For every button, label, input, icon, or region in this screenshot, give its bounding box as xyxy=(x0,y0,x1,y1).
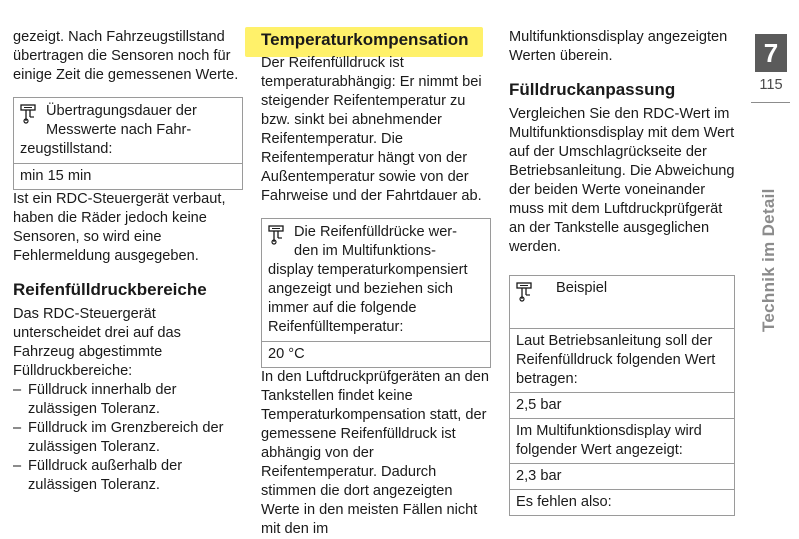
range-list xyxy=(13,381,241,495)
paragraph: Multifunktionsdisplay angezeigten Werten überein. xyxy=(509,29,728,64)
section-heading xyxy=(261,29,496,51)
gauge-tool-icon xyxy=(20,104,36,124)
column-2 xyxy=(261,28,496,539)
paragraph: Der Reifenfülldruck ist temperaturabhängig: Er nimmt bei steigender Reifentemperatur zu bzw. sinkt bei abnehmender Reifentemperatur. Die Reifentemperatur hängt von der Außentemperatur sowie von der Fahrweise und der Fahrtdauer ab. xyxy=(261,55,482,204)
gauge-tool-icon xyxy=(268,225,284,245)
highlighted-heading: Temperaturkompensation xyxy=(261,30,469,49)
column-3 xyxy=(509,28,739,516)
example-table xyxy=(509,275,735,516)
example-row: Es fehlen also: xyxy=(510,489,734,515)
example-row: Laut Betriebsanleitung soll der Reifenfülldruck folgenden Wert betragen: xyxy=(510,328,734,392)
example-row: 2,5 bar xyxy=(510,392,734,418)
list-item: – Fülldruck außerhalb der zulässigen Toleranz. xyxy=(13,457,241,495)
chapter-number: 7 xyxy=(755,34,787,72)
margin-divider xyxy=(751,102,790,103)
paragraph: Ist ein RDC-Steuergerät verbaut, haben die Räder jedoch keine Sensoren, so wird eine Fehlermeldung ausgegeben. xyxy=(13,191,226,264)
note-line: Messwerte nach Fahr- xyxy=(46,122,192,138)
note-line: den im Multifunktions- xyxy=(294,243,436,259)
example-row: 2,3 bar xyxy=(510,463,734,489)
list-item: – Fülldruck innerhalb der zulässigen Toleranz. xyxy=(13,381,241,419)
info-table xyxy=(13,97,243,190)
gauge-tool-icon xyxy=(516,282,532,302)
note-line: Übertragungsdauer der xyxy=(46,103,197,119)
paragraph: Vergleichen Sie den RDC-Wert im Multifunktionsdisplay mit dem Wert auf der Umschlagrückseite der Betriebsanleitung. Die Abweichung der beiden Werte voneinander muss mit dem Luftdruckprüfgerät an der Tankstelle ausgeglichen werden. xyxy=(509,106,735,255)
section-side-title: Technik im Detail xyxy=(759,188,778,332)
note-line: zeugstillstand: xyxy=(20,141,113,157)
info-table-note xyxy=(14,98,242,163)
list-item: – Fülldruck im Grenzbereich der zulässigen Toleranz. xyxy=(13,419,241,457)
paragraph: Das RDC-Steuergerät unterscheidet drei auf das Fahrzeug abgestimmte Fülldruckbereiche: xyxy=(13,306,181,379)
note-line: Die Reifenfülldrücke wer- xyxy=(294,224,458,240)
paragraph: In den Luftdruckprüfgeräten an den Tankstellen findet keine Temperaturkompensation statt, der gemessene Reifenfülldruck ist abhängig von der Reifentemperatur. Dadurch stimmen die dort angezeigten Werte in den meisten Fällen nicht mit den im xyxy=(261,369,489,537)
example-table-title xyxy=(510,276,734,328)
section-heading: Reifenfülldruckbereiche xyxy=(13,280,207,299)
info-table-value: 20 °C xyxy=(262,341,490,367)
page-number: 115 xyxy=(759,77,783,93)
example-row: Im Multifunktionsdisplay wird folgender Wert angezeigt: xyxy=(510,418,734,463)
example-title: Beispiel xyxy=(556,280,608,296)
paragraph: gezeigt. Nach Fahrzeugstillstand übertragen die Sensoren noch für einige Zeit die gemessenen Werte. xyxy=(13,29,239,83)
info-table xyxy=(261,218,491,368)
info-table-note xyxy=(262,219,490,341)
column-1 xyxy=(13,28,243,495)
section-heading: Fülldruckanpassung xyxy=(509,80,676,99)
note-line: display temperaturkompensiert angezeigt und beziehen sich immer auf die folgende Reifenfülltemperatur: xyxy=(268,262,468,335)
info-table-value: min 15 min xyxy=(14,163,242,189)
